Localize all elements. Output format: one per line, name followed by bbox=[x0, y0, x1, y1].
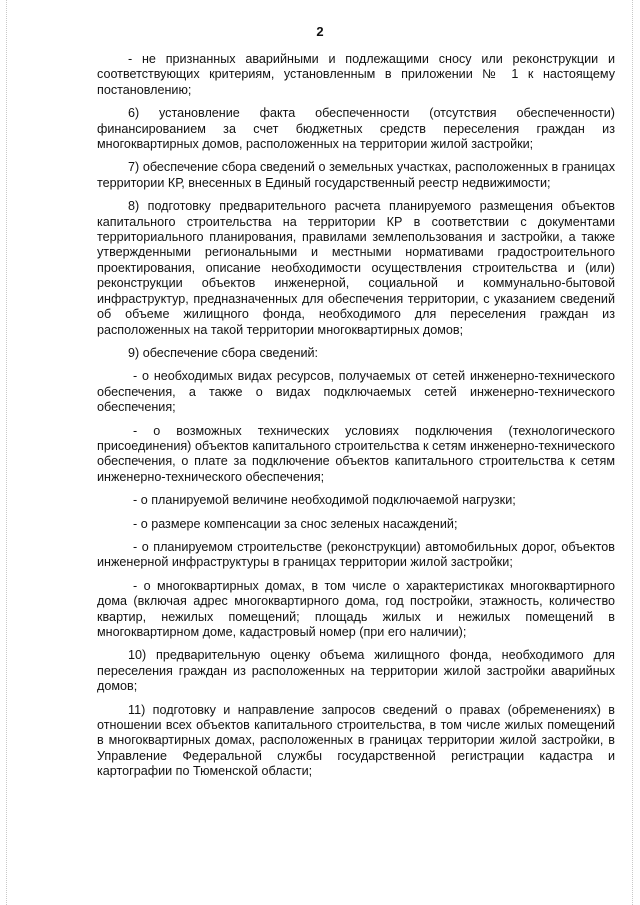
subitem-roads-infrastructure: - о планируемом строительстве (реконструкции) автомобильных дорог, объектов инженерной инфраструктуры в границах территории жилой застройки; bbox=[97, 539, 615, 570]
scan-edge-right bbox=[632, 0, 634, 905]
page-number: 2 bbox=[316, 24, 324, 39]
subitem-connected-load: - о планируемой величине необходимой подключаемой нагрузки; bbox=[133, 493, 516, 508]
paragraph-continuation: - не признанных аварийными и подлежащими сносу или реконструкции и соответствующих критериям, установленным в приложении № 1 к настоящему постановлению; bbox=[97, 52, 615, 97]
scan-edge-left bbox=[6, 0, 8, 905]
paragraph-item-6: 6) установление факта обеспеченности (отсутствия обеспеченности) финансированием за счет бюджетных средств переселения граждан из многоквартирных домов, расположенных на территории жилой застройки; bbox=[97, 106, 615, 152]
paragraph-item-10: 10) предварительную оценку объема жилищного фонда, необходимого для переселения граждан из расположенных на территории жилой застройки аварийных домов; bbox=[97, 648, 615, 694]
subitem-resources: - о необходимых видах ресурсов, получаемых от сетей инженерно-технического обеспечения, а также о видах подключаемых сетей инженерно-технического обеспечения; bbox=[97, 369, 615, 415]
subitem-apartment-buildings: - о многоквартирных домах, в том числе о характеристиках многоквартирного дома (включая адрес многоквартирного дома, год постройки, этажность, количество квартир, нежилых помещений; площадь жилых и нежилых помещений в многоквартирном доме, кадастровый номер (при его наличии); bbox=[97, 578, 615, 639]
paragraph-item-7: 7) обеспечение сбора сведений о земельных участках, расположенных в границах территории КР, внесенных в Единый государственный реестр недвижимости; bbox=[97, 160, 615, 190]
subitem-technical-conditions: - о возможных технических условиях подключения (технологического присоединения) объектов капитального строительства к сетям инженерно-технического обеспечения, о плате за подключение объектов капитального строительства к сетям инженерно-технического обеспечения; bbox=[97, 423, 615, 484]
body-text bbox=[97, 52, 615, 788]
paragraph-item-8: 8) подготовку предварительного расчета планируемого размещения объектов капитального строительства на территории КР в соответствии с документами территориального планирования, правилами землепользования и застройки, а также утвержденными региональными и местными нормативами градостроительного проектирования, описание необходимости осуществления строительства и (или) реконструкции объектов инженерной, социальной и коммунально-бытовой инфраструктур, предназначенных для обеспечения территории, с указанием сведений об объеме жилищного фонда, необходимого для переселения граждан из расположенных на такой территории многоквартирных домов; bbox=[97, 199, 615, 337]
subitem-green-compensation: - о размере компенсации за снос зеленых насаждений; bbox=[133, 516, 458, 531]
paragraph-item-9: 9) обеспечение сбора сведений: bbox=[128, 345, 319, 360]
paragraph-item-11: 11) подготовку и направление запросов сведений о правах (обременениях) в отношении всех объектов капитального строительства, в том числе жилых помещений в многоквартирных домах, расположенных в границах территории жилой застройки, в Управление Федеральной службы государственной регистрации кадастра и картографии по Тюменской области; bbox=[97, 702, 615, 779]
